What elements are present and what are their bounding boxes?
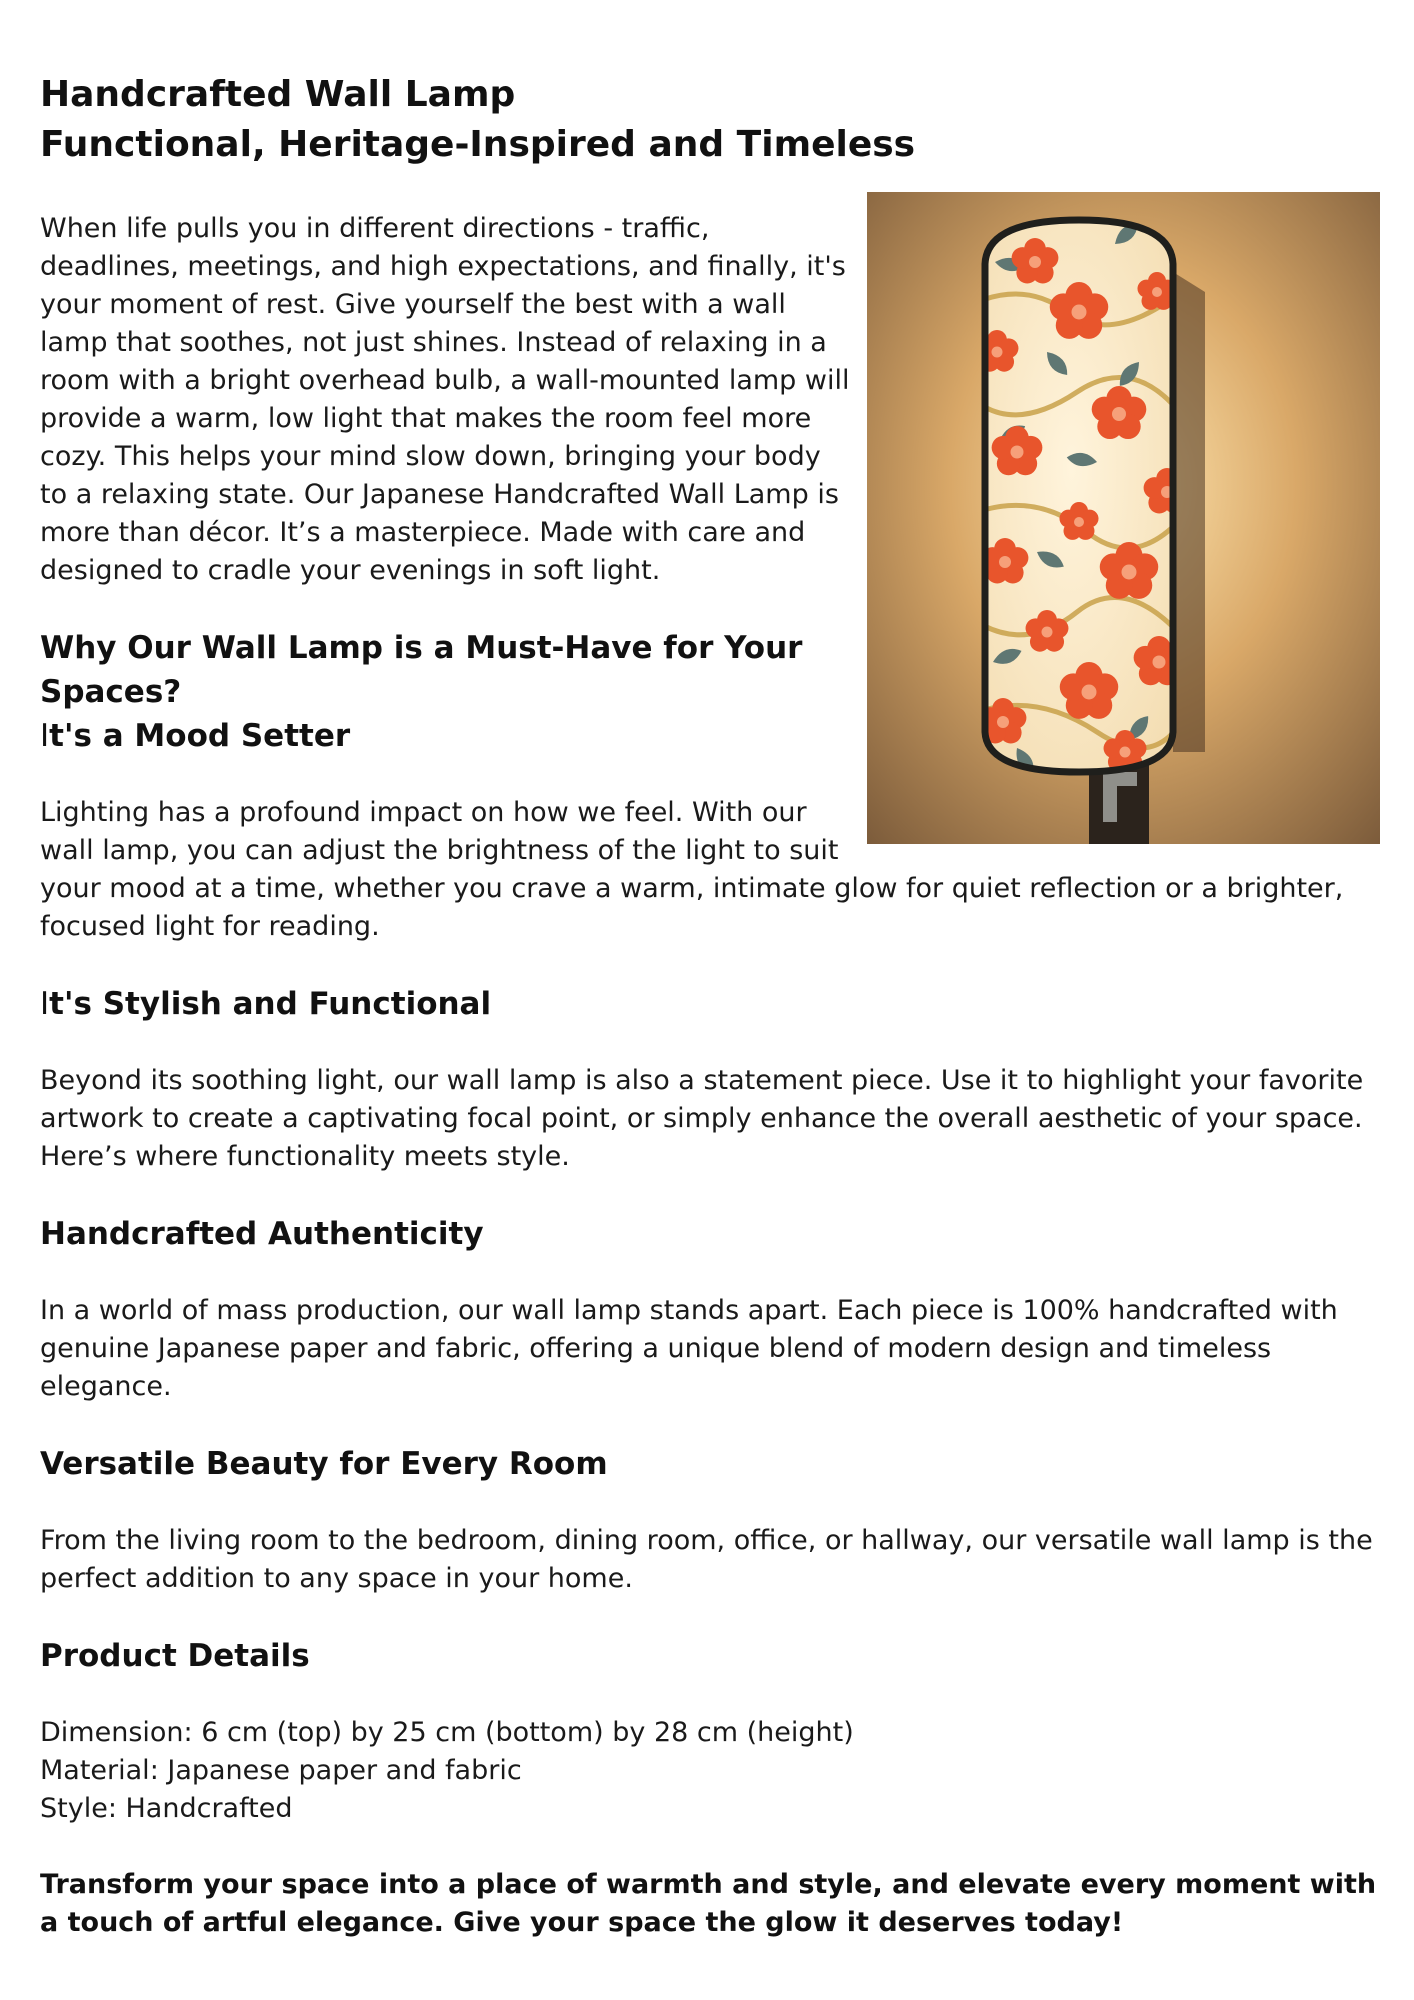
section-heading-stylish [40, 982, 1380, 1026]
lamp-shadow [1173, 272, 1205, 752]
section-heading-text: t's Stylish and Functional [49, 986, 492, 1022]
section-heading-mood-setter: t's a Mood Setter [49, 718, 351, 754]
detail-material: Material: Japanese paper and fabric [40, 1755, 522, 1786]
title-line-2: Functional, Heritage-Inspired and Timeless [40, 124, 916, 165]
detail-dimension: Dimension: 6 cm (top) by 25 cm (bottom) by 28 cm (height) [40, 1717, 854, 1748]
section-heading-versatile: Versatile Beauty for Every Room [40, 1446, 608, 1482]
section-heading-lead-letter: I [40, 986, 50, 1022]
wall-lamp-photo [867, 192, 1380, 844]
section-heading-lead-letter: I [40, 718, 50, 754]
section-paragraph-versatile: From the living room to the bedroom, dining room, office, or hallway, our versatile wall lamp is the perfect addition to any space in your home. [40, 1525, 1373, 1594]
article [40, 70, 1380, 1942]
title-line-1: Handcrafted Wall Lamp [40, 74, 516, 115]
intro-paragraph: When life pulls you in different directions - traffic, deadlines, meetings, and high expectations, and finally, it's your moment of rest. Give yourself the best with a wall lamp that soothes, not just shines. Instead of relaxing in a room with a bright overhead bulb, a wall-mounted lamp will provide a warm, low light that makes the room feel more cozy. This helps your mind slow down, bringing your body to a relaxing state. Our Japanese Handcrafted Wall Lamp is more than décor. It’s a masterpiece. Made with care and designed to cradle your evenings in soft light. [40, 213, 850, 586]
section-heading-product-details: Product Details [40, 1638, 310, 1674]
why-heading: Why Our Wall Lamp is a Must-Have for Your Spaces? [40, 630, 803, 710]
product-details-list [40, 1714, 1380, 1828]
page-title [40, 70, 1380, 170]
closing-call-to-action: Transform your space into a place of warmth and style, and elevate every moment with a touch of artful elegance. Give your space the glow it deserves today! [40, 1869, 1377, 1938]
section-paragraph-authenticity: In a world of mass production, our wall lamp stands apart. Each piece is 100% handcrafted with genuine Japanese paper and fabric, offering a unique blend of modern design and timeless elegance. [40, 1295, 1338, 1402]
section-paragraph-stylish: Beyond its soothing light, our wall lamp is also a statement piece. Use it to highlight your favorite artwork to create a captivating focal point, or simply enhance the overall aesthetic of your space. Here’s where functionality meets style. [40, 1065, 1364, 1172]
section-heading-authenticity: Handcrafted Authenticity [40, 1216, 484, 1252]
lamp-shade [976, 212, 1191, 782]
detail-style: Style: Handcrafted [40, 1793, 293, 1824]
section-paragraph-mood-setter: Lighting has a profound impact on how we feel. With our wall lamp, you can adjust the brightness of the light to suit your mood at a time, whether you crave a warm, intimate glow for quiet reflection or a brighter, focused light for reading. [40, 797, 1344, 942]
